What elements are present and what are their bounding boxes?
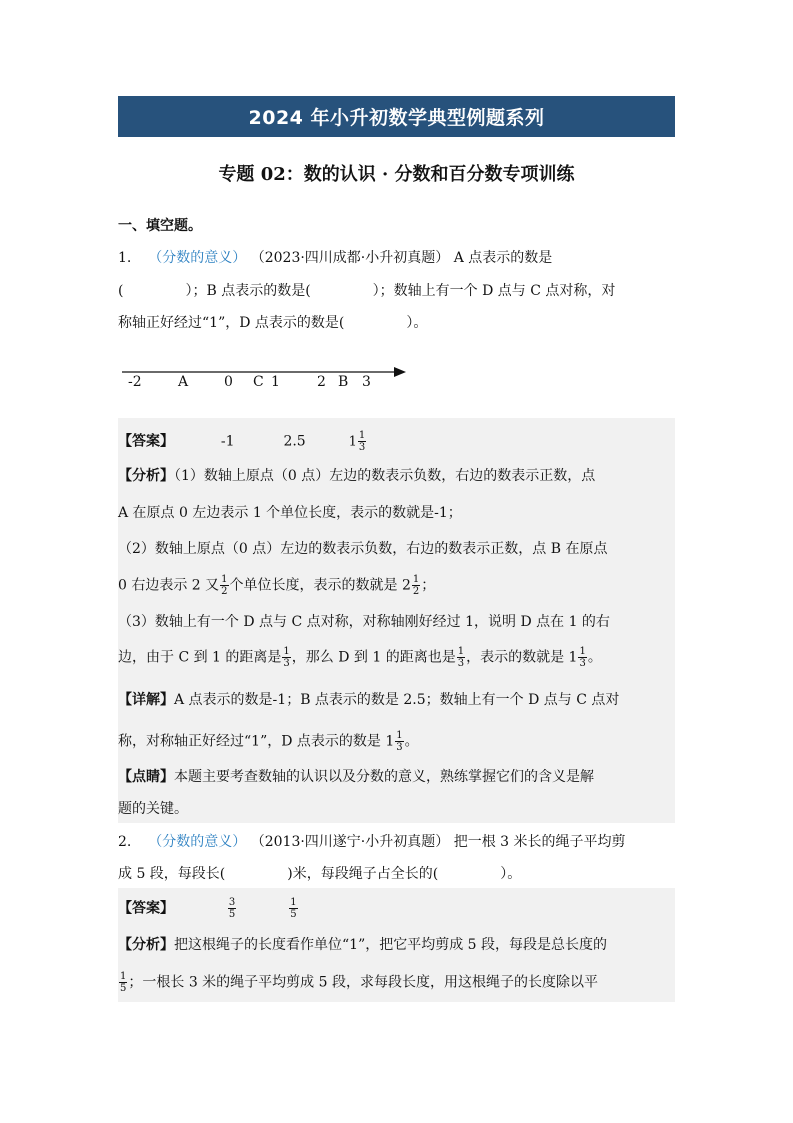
q1-answer-3-whole: 1 — [348, 434, 357, 450]
q1-detail-row-1 — [118, 690, 619, 710]
q1-detail-b-end: 。 — [404, 733, 419, 750]
nl-tick-label: B — [338, 374, 349, 390]
nl-tick-label: 0 — [224, 374, 233, 390]
frac-den: 5 — [290, 909, 297, 920]
q1-analysis-3b-end: 。 — [587, 649, 602, 666]
nl-tick-label: A — [178, 374, 189, 390]
frac-num: 1 — [290, 897, 297, 908]
q1-analysis-2b-pre: 0 右边表示 2 又 — [118, 577, 220, 594]
q1-text-a: A 点表示的数是 — [453, 250, 553, 266]
q1-analysis-2b-mid: 个单位长度，表示的数就是 2 — [229, 577, 411, 594]
answer-label: 【答案】 — [118, 900, 174, 917]
q1-analysis-3b-mid2: ，表示的数就是 1 — [466, 649, 578, 666]
q1-blank-open: ( — [118, 283, 124, 299]
q1-source: （2023·四川成都·小升初真题） — [250, 250, 450, 266]
frac-den: 3 — [396, 742, 403, 753]
q1-answer-2: 2.5 — [283, 433, 306, 450]
fraction-third — [457, 646, 465, 669]
q2-analysis-row-2 — [118, 971, 598, 994]
q1-point-row-1 — [118, 767, 594, 787]
q2-analysis-a: 把这根绳子的长度看作单位“1”，把它平均剪成 5 段，每段是总长度的 — [174, 937, 608, 953]
q1-detail-row-2 — [118, 730, 419, 753]
q2-topic-tag: （分数的意义） — [148, 834, 247, 850]
q1-analysis-3b-mid: ，那么 D 到 1 的距离也是 — [291, 649, 456, 666]
answer-label: 【答案】 — [118, 433, 174, 450]
frac-num: 1 — [358, 430, 366, 441]
q1-point-a: 本题主要考查数轴的认识以及分数的意义，熟练掌握它们的含义是解 — [174, 769, 594, 785]
q2-line-2 — [118, 864, 521, 884]
frac-den: 2 — [412, 586, 420, 597]
q2-analysis-b: ；一根长 3 米的绳子平均剪成 5 段，求每段长度，用这根绳子的长度除以平 — [128, 974, 598, 991]
fraction-third — [578, 646, 586, 669]
q1-line-3 — [118, 313, 427, 333]
analysis-label: 【分析】 — [118, 468, 174, 484]
q2-answer-row — [118, 897, 299, 920]
fraction-fifth — [119, 971, 127, 994]
q1-line-2 — [118, 281, 615, 301]
q1-topic-tag: （分数的意义） — [148, 250, 247, 266]
q1-answer-3-fraction — [358, 430, 366, 453]
fraction-half — [220, 574, 228, 597]
frac-den: 3 — [358, 442, 366, 453]
q2-number: 2. — [118, 834, 132, 850]
q1-analysis-row-6 — [118, 646, 602, 669]
q1-analysis-1a: （1）数轴上原点（0 点）左边的数表示负数，右边的数表示正数，点 — [174, 468, 596, 484]
nl-tick-label: 1 — [271, 374, 280, 390]
q1-analysis-row-5: （3）数轴上有一个 D 点与 C 点对称，对称轴刚好经过 1，说明 D 点在 1 的右 — [118, 614, 610, 630]
frac-num: 1 — [412, 574, 420, 585]
q2-answer-2-fraction — [289, 897, 297, 920]
series-title: 2024 年小升初数学典型例题系列 — [248, 107, 545, 129]
topic-title: 专题 02：数的认识 · 分数和百分数专项训练 — [218, 164, 575, 185]
q1-detail-b-pre: 称，对称轴正好经过“1”，D 点表示的数是 1 — [118, 733, 395, 750]
q1-detail-a: A 点表示的数是-1；B 点表示的数是 2.5；数轴上有一个 D 点与 C 点对 — [174, 692, 620, 708]
q1-analysis-row-2: A 在原点 0 左边表示 1 个单位长度，表示的数就是-1； — [118, 505, 462, 521]
q1-number: 1. — [118, 250, 132, 266]
section-heading: 一、填空题。 — [118, 218, 202, 234]
q1-analysis-3b-pre: 边，由于 C 到 1 的距离是 — [118, 649, 282, 666]
q2-text-c: )米，每段绳子占全长的( — [287, 866, 439, 882]
q1-answer-row — [118, 430, 367, 453]
q2-line-1 — [118, 832, 626, 852]
frac-num: 1 — [396, 730, 403, 741]
detail-label: 【详解】 — [118, 692, 174, 708]
q2-answer-1-fraction — [228, 897, 236, 920]
q2-text-a: 把一根 3 米长的绳子平均剪 — [453, 834, 626, 850]
number-line-arrow — [394, 367, 406, 377]
nl-tick-label: 3 — [362, 374, 371, 390]
q1-analysis-row-1 — [118, 466, 595, 486]
analysis-label: 【分析】 — [118, 937, 174, 953]
frac-num: 3 — [228, 897, 236, 908]
frac-den: 3 — [457, 658, 465, 669]
q1-text-b: ）；B 点表示的数是( — [185, 283, 311, 299]
frac-num: 1 — [579, 646, 586, 657]
q1-text-d: 称轴正好经过“1”，D 点表示的数是( — [118, 315, 345, 331]
q1-analysis-2b-end: ； — [421, 577, 436, 594]
frac-num: 1 — [457, 646, 465, 657]
frac-num: 1 — [221, 574, 228, 585]
frac-den: 2 — [221, 586, 228, 597]
q1-point-row-2: 题的关键。 — [118, 801, 188, 817]
point-label: 【点睛】 — [118, 769, 174, 785]
frac-num: 1 — [120, 971, 127, 982]
number-line — [118, 355, 418, 395]
nl-tick-label: C — [253, 374, 264, 390]
series-title-banner — [118, 96, 675, 137]
frac-num: 1 — [283, 646, 290, 657]
q2-analysis-row-1 — [118, 935, 607, 955]
q1-analysis-row-3: （2）数轴上原点（0 点）左边的数表示负数，右边的数表示正数，点 B 在原点 — [118, 541, 608, 557]
q1-text-c: ）；数轴上有一个 D 点与 C 点对称，对 — [372, 283, 616, 299]
frac-den: 3 — [283, 658, 290, 669]
q1-text-e: ）。 — [406, 315, 428, 331]
q2-source: （2013·四川遂宁·小升初真题） — [250, 834, 450, 850]
q1-line-1 — [118, 248, 552, 268]
fraction-third — [395, 730, 403, 753]
q2-text-d: ）。 — [500, 866, 522, 882]
q1-analysis-row-4 — [118, 574, 435, 597]
frac-den: 5 — [228, 909, 236, 920]
frac-den: 3 — [579, 658, 586, 669]
fraction-third — [282, 646, 290, 669]
q1-answer-1: -1 — [220, 433, 235, 450]
fraction-half — [412, 574, 420, 597]
nl-tick-label: 2 — [317, 374, 326, 390]
frac-den: 5 — [120, 983, 127, 994]
q2-text-b: 成 5 段，每段长( — [118, 866, 226, 882]
nl-tick-label: -2 — [128, 374, 142, 390]
